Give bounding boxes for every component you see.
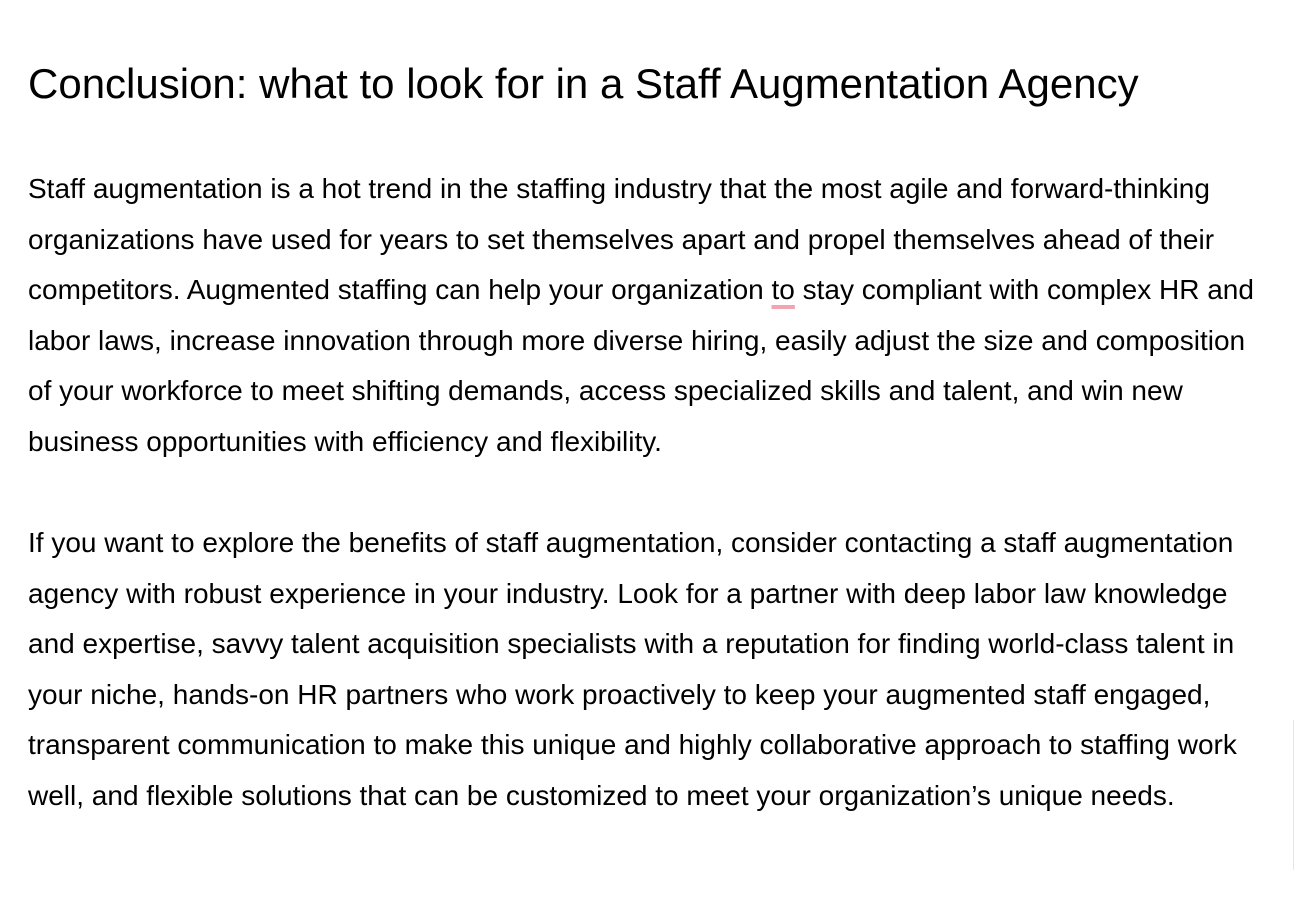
scrollbar-edge xyxy=(1293,720,1294,870)
paragraph-intro[interactable] xyxy=(28,164,1276,468)
paragraph-intro-text-end: stay compliant with complex HR and labor laws, increase innovation through more diverse hiring, easily adjust the size and composition of your workforce to meet shifting demands, access specialized skills and talent, and win new business opportunities with efficiency and flexibility. xyxy=(28,274,1254,457)
flagged-word[interactable]: to xyxy=(771,274,795,306)
section-heading: Conclusion: what to look for in a Staff Augmentation Agency xyxy=(28,60,1139,107)
paragraph-advice[interactable]: If you want to explore the benefits of staff augmentation, consider contacting a staff augmentation agency with robust experience in your industry. Look for a partner with deep labor law knowledge and expertise, savvy talent acquisition specialists with a reputation for finding world-class talent in your niche, hands-on HR partners who work proactively to keep your augmented staff engaged, transparent communication to make this unique and highly collaborative approach to staffing work well, and flexible solutions that can be customized to meet your organization’s unique needs. xyxy=(28,527,1237,811)
paragraph-intro-text-start: Staff augmentation is a hot trend in the staffing industry that the most agile and forward-thinking organizations have used for years to set themselves apart and propel themselves ahead of their competitors. Augmented staffing can help your organization xyxy=(28,173,1215,306)
